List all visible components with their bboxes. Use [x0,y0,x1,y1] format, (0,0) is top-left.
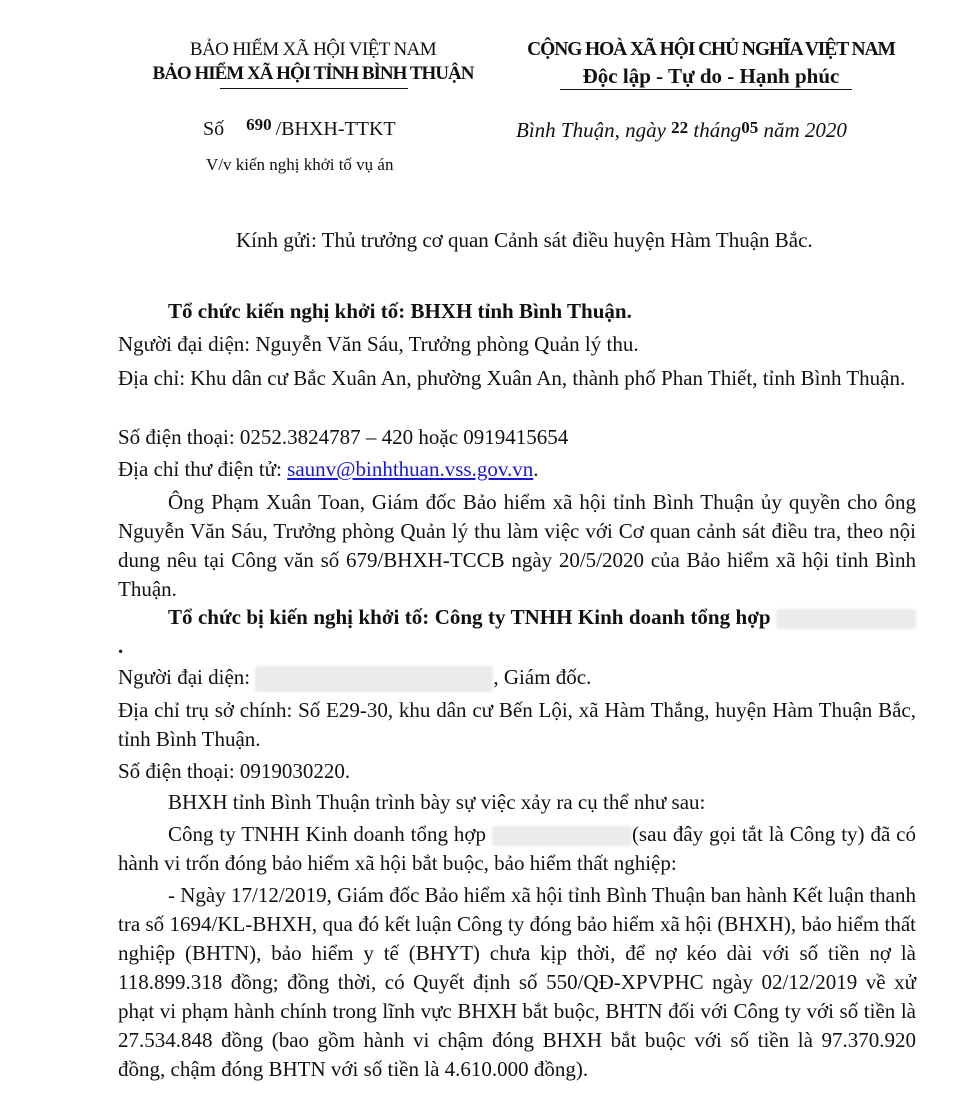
org1-phone: Số điện thoại: 0252.3824787 – 420 hoặc 0919415654 [118,425,569,449]
agency-line1: BẢO HIỂM XÃ HỘI VIỆT NAM [189,39,437,60]
org2-rep-label: Người đại diện: [118,665,256,689]
so-label: Số [203,118,225,140]
date-month-label: tháng [693,118,742,142]
date-year: năm 2020 [763,118,847,142]
org2-address: Địa chỉ trụ sở chính: Số E29-30, khu dân cư Bến Lội, xã Hàm Thắng, huyện Hàm Thuận Bắc, tỉnh Bình Thuận. [118,698,916,751]
agency-line2: BẢO HIỂM XÃ HỘI TỈNH BÌNH THUẬN [152,63,474,84]
org2-phone: Số điện thoại: 0919030220. [118,759,351,783]
org1-representative: Người đại diện: Nguyễn Văn Sáu, Trưởng phòng Quản lý thu. [118,332,639,356]
org2-representative [118,663,916,692]
facts-company [118,820,916,878]
redacted-company-name [776,609,916,629]
facts-intro: BHXH tỉnh Bình Thuận trình bày sự việc xảy ra cụ thể như sau: [168,790,706,814]
org1-email-line [118,455,916,484]
email-end: . [533,457,539,481]
agency-underline [220,88,408,89]
org1-heading: Tổ chức kiến nghị khởi tố: BHXH tỉnh Bình Thuận. [168,299,632,323]
republic-header [506,38,916,90]
republic-motto: Độc lập - Tự do - Hạnh phúc [582,64,840,88]
org2-heading [118,603,916,661]
facts-company-start: Công ty TNHH Kinh doanh tổng hợp [168,822,492,846]
document-number [203,115,396,141]
document-subject: V/v kiến nghị khởi tố vụ án [206,155,394,174]
date-day: 22 [671,118,689,137]
recipient-line: Kính gửi: Thủ trưởng cơ quan Cảnh sát điều huyện Hàm Thuận Bắc. [236,228,813,252]
facts-item1: - Ngày 17/12/2019, Giám đốc Bảo hiểm xã hội tỉnh Bình Thuận ban hành Kết luận thanh tra số 1694/KL-BHXH, qua đó kết luận Công ty đóng bảo hiểm xã hội (BHXH), bảo hiểm thất nghiệp (BHTN), bảo hiểm y tế (BHYT) chưa kịp thời, để nợ kéo dài với số tiền nợ là 118.899.318 đồng; đồng thời, có Quyết định số 550/QĐ-XPVPHC ngày 02/12/2019 về xử phạt vi phạm hành chính trong lĩnh vực BHXH bắt buộc, BHTN đối với Công ty với số tiền là 27.534.848 đồng (bao gồm hành vi chậm đóng BHXH bắt buộc với số tiền là 97.370.920 đồng, chậm đóng BHTN với số tiền là 4.610.000 đồng). [118,883,916,1081]
agency-header [118,38,508,86]
org2-heading-text: Tổ chức bị kiến nghị khởi tố: Công ty TNHH Kinh doanh tổng hợp [168,605,771,629]
so-number: 690 [246,115,272,134]
republic-line1: CỘNG HOÀ XÃ HỘI CHỦ NGHĨA VIỆT NAM [527,39,895,60]
org1-authorization: Ông Phạm Xuân Toan, Giám đốc Bảo hiểm xã hội tỉnh Bình Thuận ủy quyền cho ông Nguyễn Văn Sáu, Trưởng phòng Quản lý thu làm việc với Cơ quan cảnh sát điều tra, theo nội dung nêu tại Công văn số 679/BHXH-TCCB ngày 20/5/2020 của Bảo hiểm xã hội tỉnh Bình Thuận. [118,490,916,601]
date-month: 05 [741,118,759,137]
so-suffix: /BHXH-TTKT [275,118,396,140]
date-prefix: Bình Thuận, ngày [516,118,666,142]
org2-heading-end: . [118,634,124,658]
redacted-company-short [492,826,632,846]
org1-address: Địa chỉ: Khu dân cư Bắc Xuân An, phường Xuân An, thành phố Phan Thiết, tỉnh Bình Thuận. [118,366,906,390]
redacted-representative-name [255,666,493,692]
email-link[interactable]: saunv@binhthuan.vss.gov.vn [287,457,534,481]
document-date [516,118,847,143]
facts-company-end: (sau đây gọi tắt là Công ty) đã có hành vi trốn đóng bảo hiểm xã hội bắt buộc, bảo hiểm thất nghiệp: [118,822,917,875]
motto-underline [560,89,852,90]
email-label: Địa chỉ thư điện tử: [118,457,288,481]
org2-rep-end: , Giám đốc. [493,665,592,689]
